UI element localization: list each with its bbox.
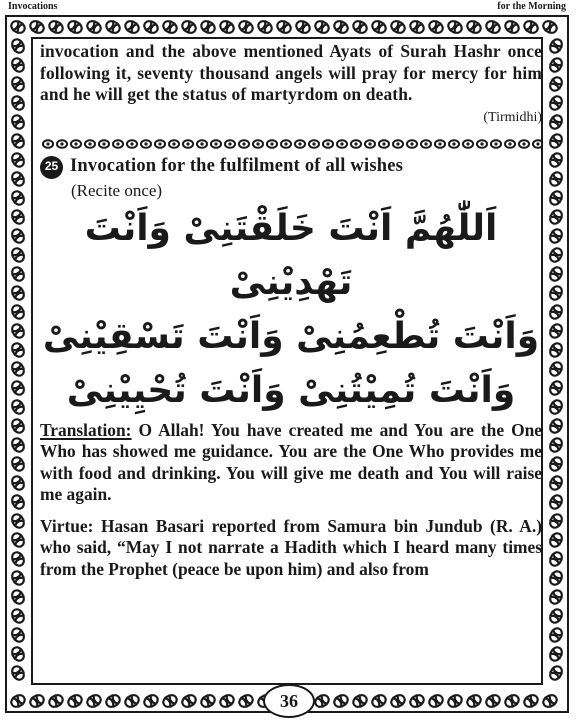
section-title: Invocation for the fulfilment of all wishes bbox=[70, 156, 404, 177]
page-body bbox=[40, 41, 542, 677]
arabic-line-3: وَاَنْتَ تُمِيْتُنِىْ وَاَنْتَ تُحْيِيْنِىْ bbox=[66, 369, 516, 411]
translation-label: Translation: bbox=[40, 419, 132, 440]
virtue-label: Virtue: bbox=[40, 515, 94, 536]
arabic-invocation bbox=[40, 202, 542, 418]
translation-text: O Allah! You have created me and You are the One Who has showed me guidance. You are the One Who provides me with food and drinking. You will give me death and You will raise me again. bbox=[40, 419, 542, 504]
arabic-line-1: اَللّٰهُمَّ اَنْتَ خَلَقْتَنِىْ وَاَنْتَ تَهْدِيْنِىْ bbox=[84, 207, 498, 303]
continued-paragraph: invocation and the above mentioned Ayats of Surah Hashr once following it, seventy thousand angels will pray for mercy for him and he will get the status of martyrdom on death. bbox=[40, 41, 542, 104]
arabic-line-2: وَاَنْتَ تُطْعِمُنِىْ وَاَنْتَ تَسْقِيْنِىْ bbox=[42, 315, 540, 357]
running-header bbox=[0, 0, 576, 14]
header-book-section: Invocations bbox=[8, 1, 58, 12]
page-number: 36 bbox=[263, 684, 315, 718]
recitation-instruction: (Recite once) bbox=[71, 181, 163, 200]
virtue-paragraph bbox=[40, 516, 542, 581]
section-number-badge: 25 bbox=[40, 156, 63, 179]
section-heading bbox=[40, 154, 542, 180]
virtue-text: Hasan Basari reported from Samura bin Jundub (R. A.) who said, “May I not narrate a Hadith which I heard many times from the Prophet (peace be upon him) and also from bbox=[40, 515, 542, 579]
header-chapter-title: for the Morning bbox=[497, 1, 566, 12]
section-divider bbox=[40, 134, 542, 146]
translation-paragraph bbox=[40, 420, 542, 506]
divider-ornament bbox=[40, 138, 542, 150]
citation-source: (Tirmidhi) bbox=[483, 109, 542, 125]
